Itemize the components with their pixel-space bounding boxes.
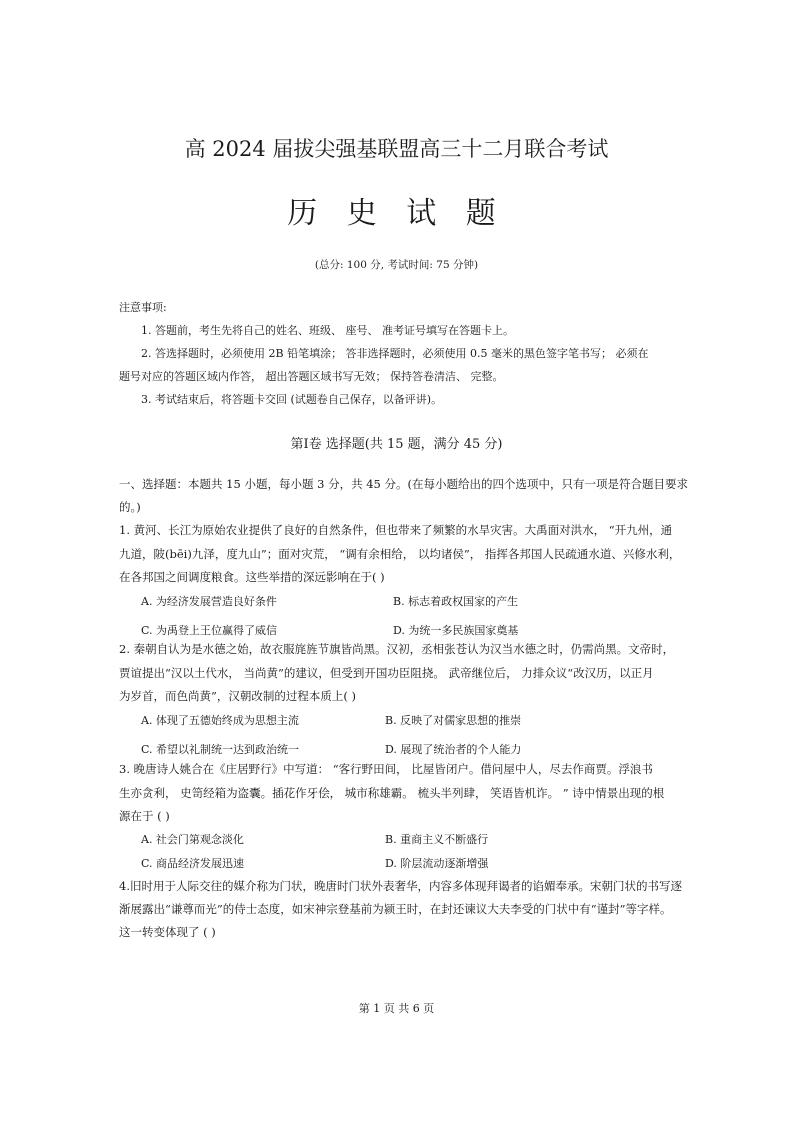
question-2-line-3: 为岁首，而色尚黄”，汉朝改制的过程本质上( ) (119, 689, 357, 703)
notice-item-2-line-1: 2. 答选择题时，必须使用 2B 铅笔填涂； 答非选择题时，必须使用 0.5 毫米的黑色签字笔书写； 必须在 (141, 347, 649, 360)
notice-item-1: 1. 答题前，考生先将自己的姓名、班级、 座号、 准考证号填写在答题卡上。 (141, 324, 514, 337)
notice-item-3: 3. 考试结束后，将答题卡交回 (试题卷自己保存，以备评讲)。 (141, 393, 443, 406)
score-info: (总分: 100 分, 考试时间: 75 分钟) (314, 259, 479, 271)
question-3-option-d: D. 阶层流动逐渐增强 (385, 857, 489, 870)
exam-title: 高 2024 届拔尖强基联盟高三十二月联合考试 (184, 137, 609, 161)
question-2-line-2: 贾谊提出“汉以土代水， 当尚黄”的建议，但受到开国功臣阻挠。 武帝继位后， 力排众议“改汉历，以正月 (119, 666, 654, 680)
question-4-line-1: 4.旧时用于人际交往的媒介称为门状，晚唐时门状外表奢华，内容多体现拜谒者的谄媚奉承。宋朝门状的书写逐 (119, 879, 682, 893)
section-heading: 第Ⅰ卷 选择题(共 15 题，满分 45 分) (290, 437, 503, 452)
question-2-line-1: 2. 秦朝自认为是水德之始，故衣服旄旌节旗皆尚黑。汉初，丞相张苍认为汉当水德之时，仍需尚黑。文帝时， (119, 642, 675, 656)
question-1-option-a: A. 为经济发展营造良好条件 (141, 595, 277, 608)
question-3-option-a: A. 社会门第观念淡化 (141, 833, 244, 846)
question-1-line-3: 在各邦国之间调度粮食。这些举措的深远影响在于( ) (119, 570, 385, 584)
question-3-option-b: B. 重商主义不断盛行 (385, 833, 489, 846)
notice-item-2-line-2: 题号对应的答题区域内作答， 超出答题区域书写无效； 保持答卷清洁、 完整。 (119, 370, 504, 383)
question-4-line-2: 渐展露出“谦尊而光”的侍士态度，如宋神宗登基前为颍王时，在封还谏议大夫李受的门状中有“谨封”等字样。 (119, 902, 672, 916)
question-2-option-d: D. 展现了统治者的个人能力 (385, 743, 522, 756)
question-1-line-2: 九道，陂(bēi)九泽，度九山”；面对灾荒， “调有余相给， 以均诸侯”， 指挥各邦国人民疏通水道、兴修水利， (119, 547, 681, 561)
question-3-line-2: 生亦贪利， 史笥经箱为盗囊。插花作牙侩， 城市称雄霸。 梳头半列肆， 笑语皆机诈。 ” 诗中情景出现的根 (119, 786, 665, 800)
question-1-option-b: B. 标志着政权国家的产生 (393, 595, 519, 608)
question-1-option-c: C. 为禹登上王位赢得了威信 (141, 624, 278, 637)
question-3-line-1: 3. 晚唐诗人姚合在《庄居野行》中写道： “客行野田间， 比屋皆闭户。借问屋中人，尽去作商贾。浮浪书 (119, 762, 653, 776)
question-4-line-3: 这一转变体现了 ( ) (119, 925, 216, 939)
question-2-option-b: B. 反映了对儒家思想的推崇 (385, 714, 522, 727)
subject-title: 历 史 试 题 (287, 196, 506, 231)
question-2-option-c: C. 希望以礼制统一达到政治统一 (141, 743, 300, 756)
page-footer: 第 1 页 共 6 页 (358, 1002, 435, 1015)
notice-heading: 注意事项: (119, 301, 167, 314)
question-3-line-3: 源在于 ( ) (119, 809, 170, 823)
question-3-option-c: C. 商品经济发展迅速 (141, 857, 245, 870)
question-1-line-1: 1. 黄河、长江为原始农业提供了良好的自然条件，但也带来了频繁的水旱灾害。大禹面对洪水， “开九州，通 (119, 523, 673, 537)
section-intro-line-1: 一、选择题：本题共 15 小题，每小题 3 分，共 45 分。(在每小题给出的四个选项中，只有一项是符合题目要求 (119, 477, 688, 491)
question-1-option-d: D. 为统一多民族国家奠基 (393, 624, 519, 637)
section-intro-line-2: 的。) (119, 500, 141, 514)
question-2-option-a: A. 体现了五德始终成为思想主流 (141, 714, 299, 727)
